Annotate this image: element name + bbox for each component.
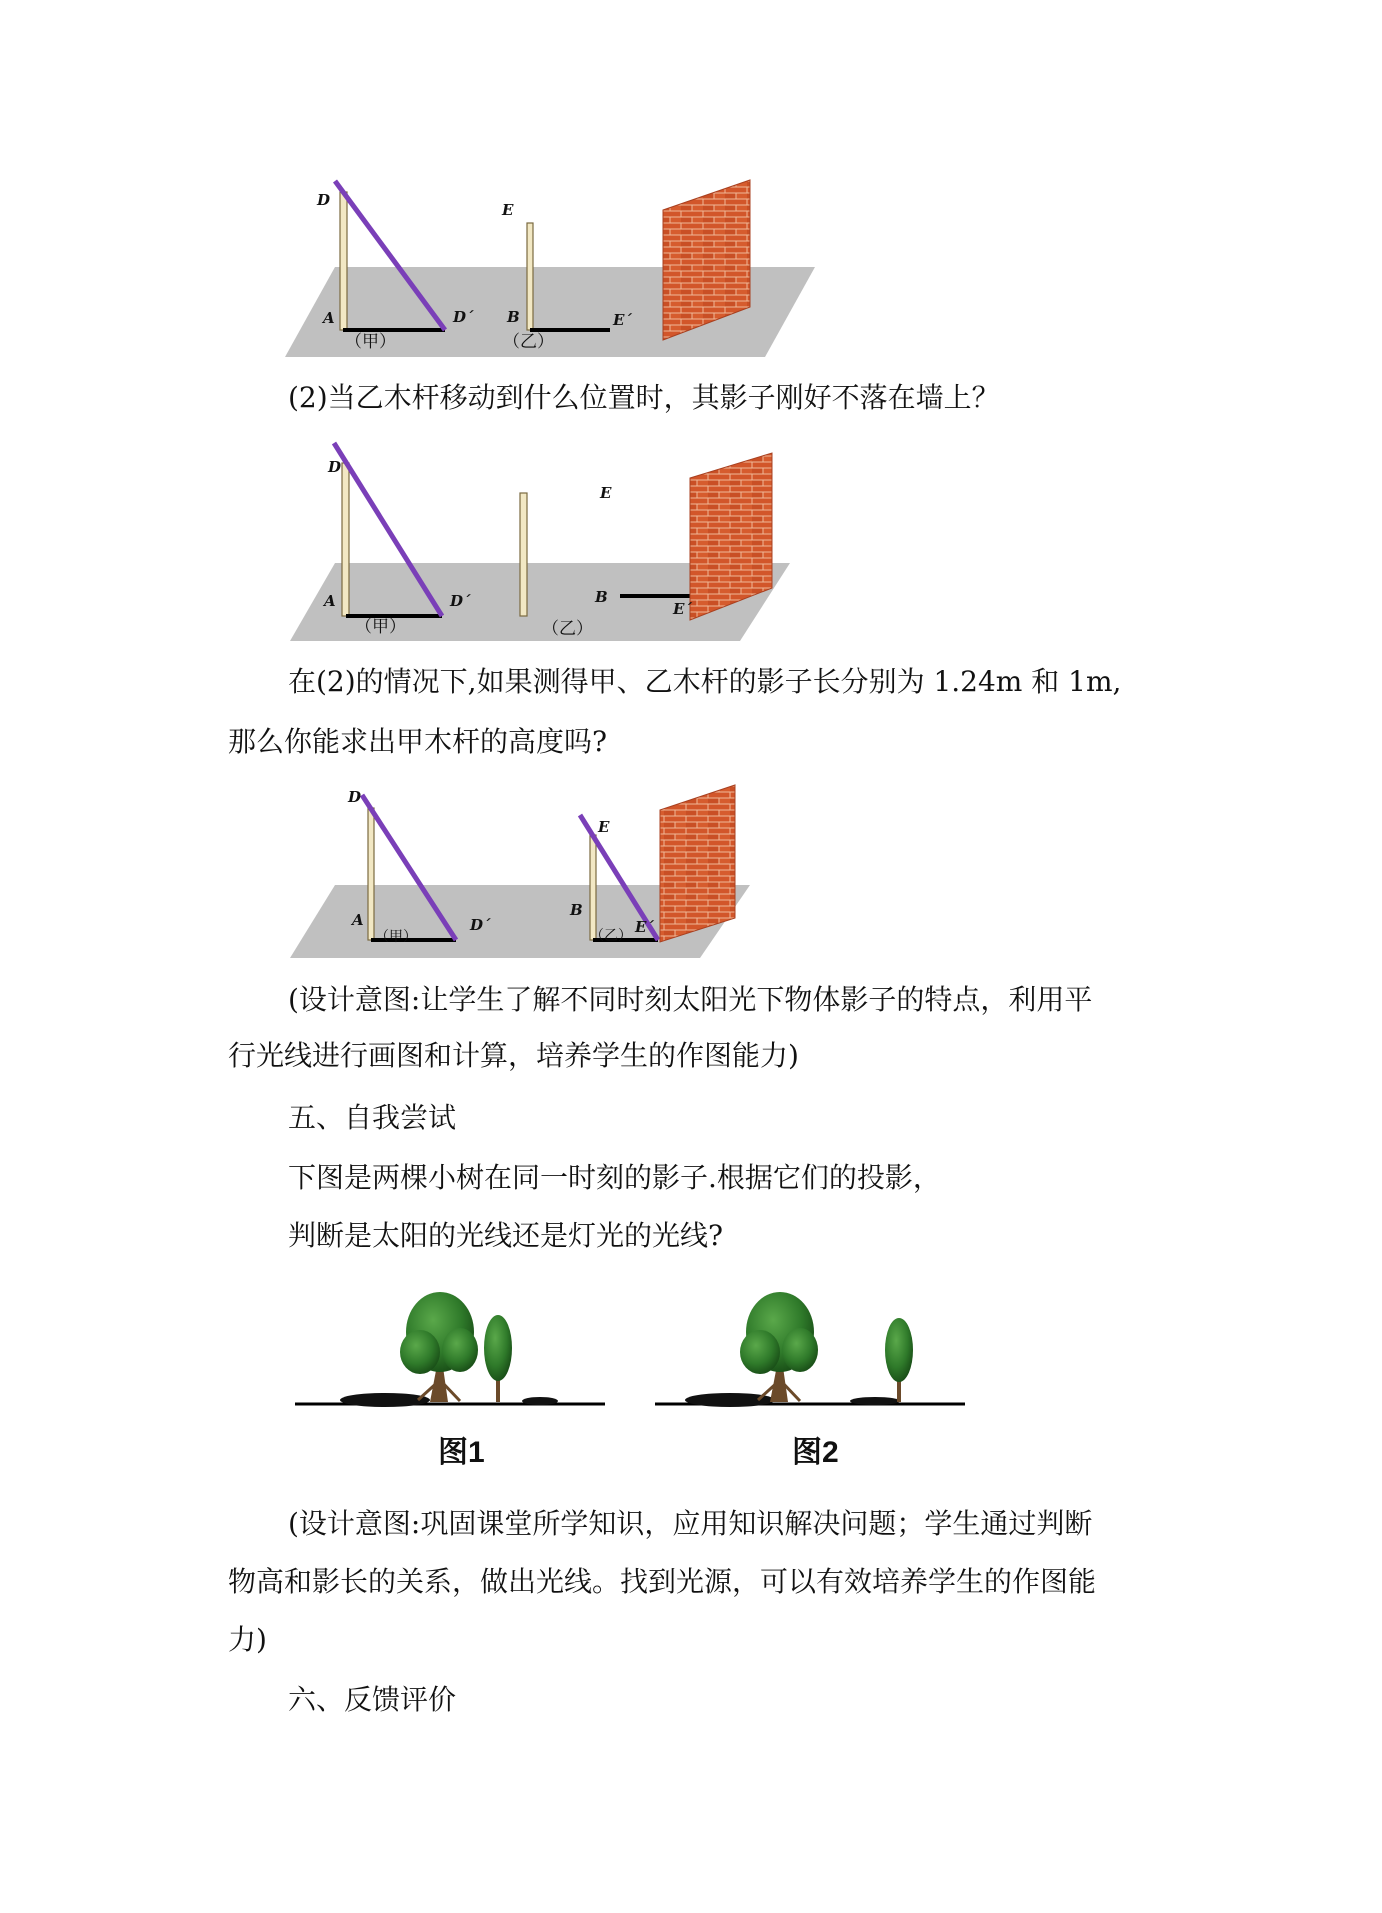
stick-jia xyxy=(368,808,374,940)
stick-yi xyxy=(527,223,533,330)
figure-shadows-3 xyxy=(290,780,750,960)
big-tree-2 xyxy=(740,1292,818,1402)
figure-trees xyxy=(290,1280,970,1480)
task-line-2: 判断是太阳的光线还是灯光的光线? xyxy=(288,1219,724,1252)
caption-yi: （乙） xyxy=(590,928,632,944)
caption-jia: （甲） xyxy=(375,929,417,945)
label-D-prime: D´ xyxy=(450,592,471,610)
stick-jia xyxy=(342,463,349,616)
label-B: B xyxy=(570,901,583,919)
stick-yi xyxy=(590,835,596,940)
figure-shadows-1 xyxy=(285,175,825,365)
task-line-1: 下图是两棵小树在同一时刻的影子.根据它们的投影， xyxy=(288,1161,941,1194)
label-A: A xyxy=(323,309,335,327)
question-3-line-2: 那么你能求出甲木杆的高度吗? xyxy=(228,725,608,758)
label-B: B xyxy=(595,588,608,606)
label-A: A xyxy=(324,592,336,610)
shadow-small-tree-1 xyxy=(522,1397,558,1405)
caption-jia: （甲） xyxy=(355,617,406,637)
label-E-prime: E´ xyxy=(673,600,692,618)
small-tree-1 xyxy=(484,1315,512,1402)
design-intent-2-line-3: 力) xyxy=(228,1623,267,1656)
section-5-heading: 五、自我尝试 xyxy=(288,1101,457,1134)
design-intent-2-line-1: (设计意图:巩固课堂所学知识，应用知识解决问题；学生通过判断 xyxy=(288,1507,1093,1540)
label-E-prime: E´ xyxy=(613,311,632,329)
shadow-small-tree-2 xyxy=(850,1397,900,1405)
shadow-big-tree-1 xyxy=(340,1393,430,1407)
section-6-heading: 六、反馈评价 xyxy=(288,1683,457,1716)
caption-yi: （乙） xyxy=(503,332,554,352)
label-A: A xyxy=(352,911,364,929)
label-E-prime: E´ xyxy=(635,918,654,936)
caption-yi: （乙） xyxy=(542,619,593,639)
question-2: (2)当乙木杆移动到什么位置时，其影子刚好不落在墙上？ xyxy=(288,381,1000,414)
small-tree-2 xyxy=(885,1318,913,1402)
design-intent-1-line-2: 行光线进行画图和计算，培养学生的作图能力) xyxy=(228,1039,799,1072)
design-intent-1-line-1: (设计意图:让学生了解不同时刻太阳光下物体影子的特点，利用平 xyxy=(288,983,1093,1016)
design-intent-2-line-2: 物高和影长的关系，做出光线。找到光源，可以有效培养学生的作图能 xyxy=(228,1565,1097,1598)
big-tree-1 xyxy=(400,1292,478,1402)
label-E: E xyxy=(502,201,514,219)
question-3-line-1: 在(2)的情况下,如果测得甲、乙木杆的影子长分别为 1.24m 和 1m, xyxy=(288,665,1122,698)
label-D: D xyxy=(348,788,362,806)
label-D-prime: D´ xyxy=(470,916,491,934)
caption-figure-1: 图1 xyxy=(438,1436,485,1469)
label-D: D xyxy=(328,458,342,476)
label-D-prime: D´ xyxy=(453,308,474,326)
caption-jia: （甲） xyxy=(345,332,396,352)
stick-yi xyxy=(520,493,527,616)
caption-figure-2: 图2 xyxy=(792,1436,839,1469)
figure-shadows-2 xyxy=(290,438,800,643)
label-E: E xyxy=(600,484,612,502)
label-E: E xyxy=(598,818,610,836)
stick-jia xyxy=(340,192,347,330)
label-B: B xyxy=(507,308,520,326)
label-D: D xyxy=(317,191,331,209)
brick-wall xyxy=(660,785,735,942)
